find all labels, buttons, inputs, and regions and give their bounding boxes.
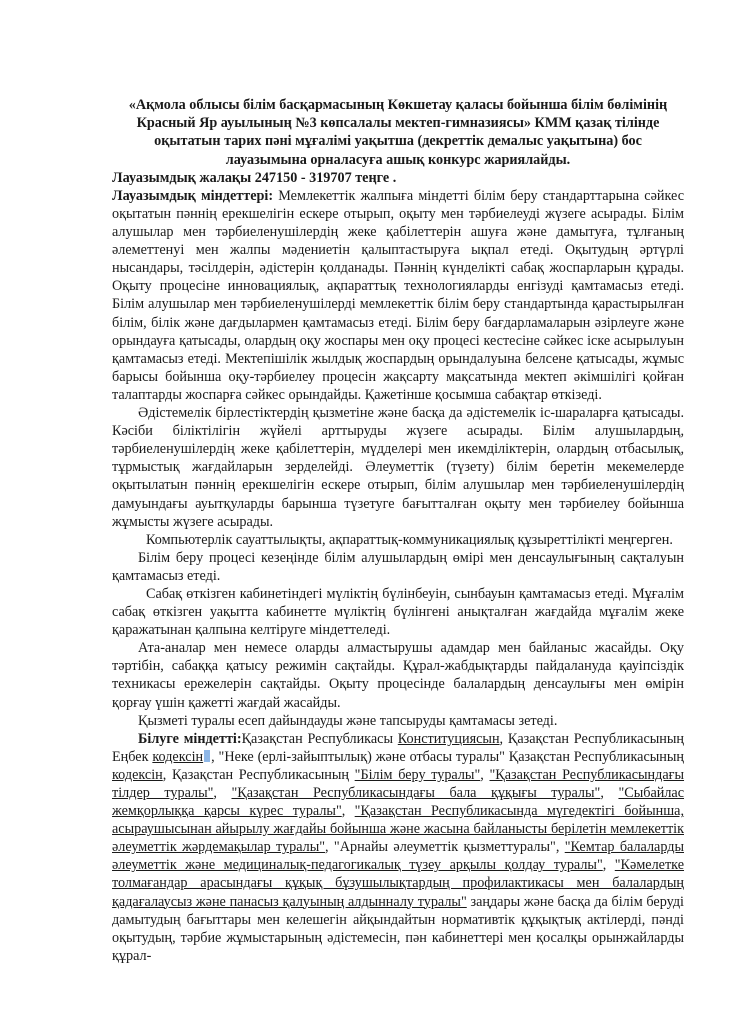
duties-paragraph [112,187,684,404]
link-anticorruption-law[interactable]: "Сыбайлас жемқорлыққа қарсы күрес туралы" [112,785,685,820]
cursor-mark [204,750,210,762]
health-paragraph: Білім беру процесі кезеңінде білім алушылардың өмірі мен денсаулығының сақталуын қамтамасыз етеді. [112,549,684,584]
link-constitution[interactable]: Конституциясын [397,730,500,747]
document-title: «Ақмола облысы білім басқармасының Көкшетау қаласы бойынша білім бөлімінің Красный Яр ауылының №3 көпсалалы мектеп-гимназиясы» КММ қазақ тілінде оқытатын тарих пәні мұғалімі уақытша (декреттік демалыс уақытына) бос лауазымына орналасуға ашық конкурс жариялайды. [128,97,668,168]
link-social-benefits-law[interactable]: "Қазақстан Республикасында мүгедектігі бойынша, асыраушысынан айырылу жағдайы бойынша және жасына байланысты берілетін мемлекеттік әлеуметтік жәрдемақылар туралы" [112,803,685,856]
computer-literacy-paragraph: Компьютерлік сауаттылықты, ақпараттық-коммуникациялық құзыреттілікті меңгерген. [146,531,673,548]
salary-line: Лауазымдық жалақы 247150 - 319707 теңге . [112,169,397,186]
knowledge-text: заңдары және басқа да білім беруді дамытудың бағыттары мен келешегін айқындайтын нормативтік құқықтық актілерді, пәнді оқытудың, тәрбие жұмыстарының әдістемесін, пән кабинеттері мен қосалқы орынжайларды құрал- [112,893,684,964]
knowledge-text: , Қазақстан Республикасының [162,766,355,783]
duties-label: Лауазымдық міндеттері: [112,187,274,204]
knowledge-text: , "Арнайы әлеуметтік қызметтуралы", [325,839,565,856]
link-child-rights-law[interactable]: "Қазақстан Республикасындағы бала құқығы туралы" [231,785,601,801]
link-disabled-children-law[interactable]: "Кемтар балаларды әлеуметтік және медициналық-педагогикалық түзеу арқылы қолдау туралы" [112,839,684,874]
knowledge-text: , [213,785,232,801]
property-paragraph: Сабақ өткізген кабинетіндегі мүліктің бүлінбеуін, сынбауын қамтамасыз етеді. Мұғалім сабақ өткізген уақытта кабинетте мүліктің бүлінгені анықталған жағдайда мұғалім жеке қаражатынан қалпына келтіруге міндеттеледі. [112,585,684,639]
knowledge-text: Қазақстан Республикасы [241,730,398,747]
knowledge-text: , [480,766,490,783]
knowledge-text: , [602,857,615,874]
methodical-paragraph: Әдістемелік бірлестіктердің қызметіне және басқа да әдістемелік іс-шараларға қатысады. Кәсіби біліктілігін жүйелі арттыруды жүзеге асырады. Білім алушылардың, тәрбиеленушілердің жеке қабілеттерін, мүдделері мен икемділіктерін, олардың отбасылық, тұрмыстық жағдайларын зерделейді. Әлеуметтік (түзету) білім беретін мекемелерде оқытылатын пәннің ерекшелігін ескере отырып, білім алушылар мен тәрбиеленушілердің дамуындағы ауытқуларды барынша түзетуге бағытталған оқыту мен тәрбиелеу бойынша жұмысты жүзеге асырады. [112,405,684,530]
duties-text: Мемлекеттік жалпыға міндетті білім беру стандарттарына сәйкес оқытатын пәннің ерекшелігін ескере отырып, оқыту мен тәрбиелеуді жүзеге асырады. Білім алушылар мен тәрбиеленушілердің жеке қабілеттерін ашуға және дамытуға, тұлғаның әлеметтенуі мен жалпы мәдениетін қалыптастыруға ықпал етеді. Оқытудың әртүрлі нысандары, тәсілдерін, әдістерін қолданады. Пәннің күнделікті сабақ жоспарларын құрады. Оқыту процесіне инновациялық, ақпараттық технологияларды енгізуді қамтамасыз етеді. Білім алушылар мен тәрбиеленушілерді мемлекеттік білім беру стандартында қарастырылған білім, білік және дағдылармен қамтамасыз етеді. Білім беру бағдарламаларын әзірлеуге және орындауға қатысады, олардың оқу жоспары мен оқу процесі кестесіне сәйкес іске асырылуын қамтамасыз етеді. Мектепішілік жылдық жоспардың орындалуына белсене қатысады, жұмыс барысы бойынша оқу-тәрбиелеу процесін жақсарту мақсатында мектеп әкімшілігі қойған талаптарды жоспарға сәйкес орындайды. Қажетінше қосымша сабақтар өткізеді. [112,187,684,403]
knowledge-text: , [600,785,619,801]
link-minors-offenses-law[interactable]: "Кәмелетке толмағандар арасындағы құқық бұзушылықтардың профилактикасы мен балалардың қадағалаусыз және панасыз қалуының алдынналу туралы" [112,857,685,910]
link-education-law[interactable]: "Білім беру туралы" [354,766,481,783]
knowledge-paragraph [112,730,684,965]
knowledge-text: , Қазақстан Республикасының Еңбек [112,730,684,765]
knowledge-text: , [341,803,355,820]
knowledge-text: , "Неке (ерлі-зайыптылық) және отбасы туралы" Қазақстан Республикасының [211,748,684,765]
report-paragraph: Қызметі туралы есеп дайындауды және тапсыруды қамтамасы зетеді. [138,712,558,729]
link-labor-code[interactable]: кодексін [152,748,204,765]
parents-paragraph: Ата-аналар мен немесе оларды алмастырушы адамдар мен байланыс жасайды. Оқу тәртібін, сабаққа қатысу режимін сақтайды. Құрал-жабдықтарды пайдалануда қауіпсіздік техникасы ережелерін сақтайды. Оқыту процесінде балалардың денсаулығы мен өмірін қорғау үшін қажетті жағдай жасайды. [112,640,684,711]
link-language-law[interactable]: "Қазақстан Республикасындағы тілдер туралы" [112,766,685,801]
knowledge-label: Білуге міндетті: [138,730,242,747]
link-family-code[interactable]: кодексін [112,766,163,783]
